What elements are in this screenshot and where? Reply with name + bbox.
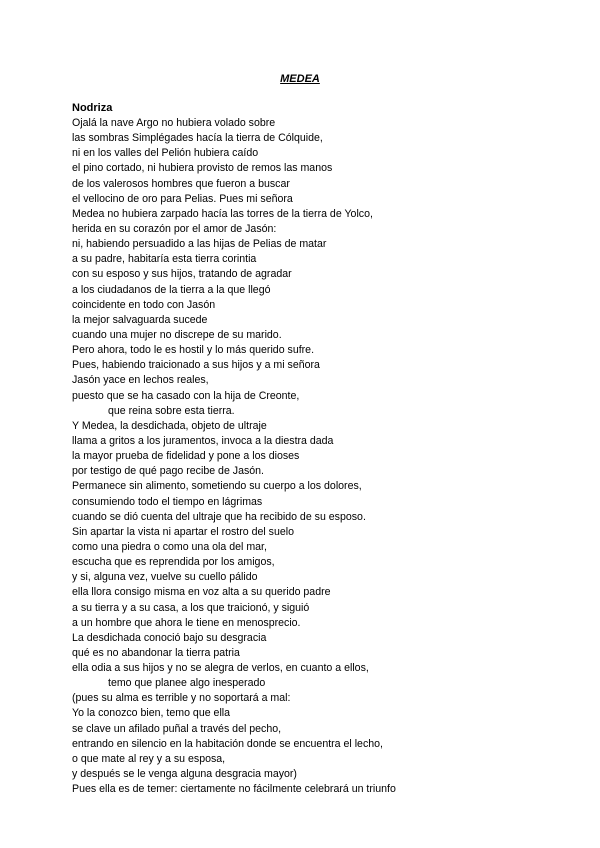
verse-line: a un hombre que ahora le tiene en menosprecio. (72, 616, 301, 629)
verse-line: y si, alguna vez, vuelve su cuello pálido (72, 571, 258, 584)
verse-line: entrando en silencio en la habitación donde se encuentra el lecho, (72, 737, 383, 750)
verse-line: Pues ella es de temer: ciertamente no fácilmente celebrará un triunfo (72, 783, 396, 796)
document-title: MEDEA (280, 73, 320, 85)
verse-line: cuando una mujer no discrepe de su marido. (72, 328, 282, 341)
verse-line: escucha que es reprendida por los amigos, (72, 556, 275, 569)
verse-line: cuando se dió cuenta del ultraje que ha recibido de su esposo. (72, 510, 366, 523)
verse-line: a los ciudadanos de la tierra a la que llegó (72, 283, 271, 296)
verse-line: qué es no abandonar la tierra patria (72, 646, 240, 659)
verse-line: temo que planee algo inesperado (108, 677, 266, 690)
verse-line: a su padre, habitaría esta tierra corintia (72, 253, 257, 266)
verse-line: ella llora consigo misma en voz alta a su querido padre (72, 586, 331, 599)
speaker-name: Nodriza (72, 102, 113, 114)
verse-line: el vellocino de oro para Pelias. Pues mi señora (72, 192, 293, 205)
verse-line: como una piedra o como una ola del mar, (72, 540, 267, 553)
verse-line: (pues su alma es terrible y no soportará a mal: (72, 692, 291, 705)
verse-line: Jasón yace en lechos reales, (72, 374, 209, 387)
verse-line: consumiendo todo el tiempo en lágrimas (72, 495, 263, 508)
verse-line: Sin apartar la vista ni apartar el rostro del suelo (72, 525, 294, 538)
verse-line: se clave un afilado puñal a través del pecho, (72, 722, 282, 735)
verse-line: o que mate al rey y a su esposa, (72, 752, 226, 765)
verse-line: puesto que se ha casado con la hija de Creonte, (72, 389, 300, 402)
verse-line: ni en los valles del Pelión hubiera caído (72, 147, 259, 160)
verse-line: que reina sobre esta tierra. (108, 404, 235, 417)
verse-line: llama a gritos a los juramentos, invoca a la diestra dada (72, 434, 334, 447)
verse-line: de los valerosos hombres que fueron a buscar (72, 177, 290, 190)
verse-line: Ojalá la nave Argo no hubiera volado sobre (72, 117, 276, 129)
verse-line: el pino cortado, ni hubiera provisto de remos las manos (72, 162, 333, 175)
verse-line: ni, habiendo persuadido a las hijas de Pelias de matar (72, 238, 327, 251)
verse-line: coincidente en todo con Jasón (72, 298, 216, 311)
verse-line: La desdichada conoció bajo su desgracia (72, 631, 267, 644)
verse-line: ella odia a sus hijos y no se alegra de verlos, en cuanto a ellos, (72, 662, 369, 675)
verse-line: la mejor salvaguarda sucede (72, 313, 208, 326)
verse-line: Medea no hubiera zarpado hacía las torres de la tierra de Yolco, (72, 207, 373, 220)
verse-line: Yo la conozco bien, temo que ella (72, 707, 231, 720)
verse-line: con su esposo y sus hijos, tratando de agradar (72, 268, 292, 281)
verse-line: Pues, habiendo traicionado a sus hijos y a mi señora (72, 359, 320, 372)
verse-line: herida en su corazón por el amor de Jasón: (72, 222, 277, 235)
verse-line: las sombras Simplégades hacía la tierra de Cólquide, (72, 132, 323, 145)
verse-line: la mayor prueba de fidelidad y pone a los dioses (72, 450, 300, 463)
verse-line: Y Medea, la desdichada, objeto de ultraje (72, 419, 267, 432)
verse-block (72, 116, 542, 797)
verse-line: y después se le venga alguna desgracia mayor) (72, 768, 297, 781)
verse-line: por testigo de qué pago recibe de Jasón. (72, 465, 265, 478)
verse-line: Permanece sin alimento, sometiendo su cuerpo a los dolores, (72, 480, 362, 493)
verse-line: Pero ahora, todo le es hostil y lo más querido sufre. (72, 344, 315, 357)
verse-line: a su tierra y a su casa, a los que traicionó, y siguió (72, 601, 310, 614)
